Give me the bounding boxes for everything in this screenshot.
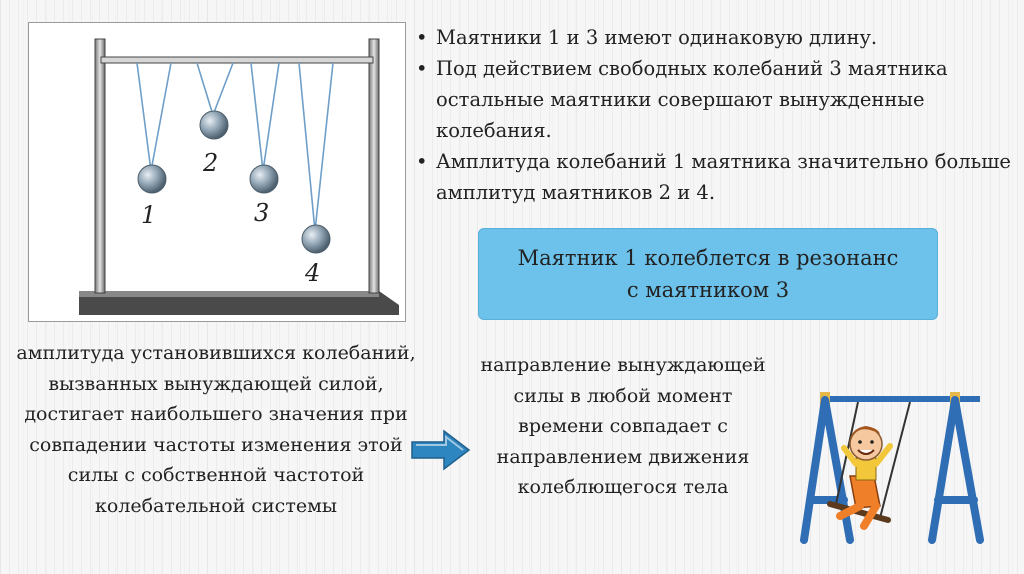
fact-item [412, 53, 1012, 146]
pendulum-ball-3 [250, 165, 278, 193]
pendulum-label-4: 4 [305, 259, 321, 287]
pendulum-ball-1 [138, 165, 166, 193]
pendulum-ball-4 [302, 225, 330, 253]
swing-illustration [800, 388, 1012, 548]
result-line-1: Маятник 1 колеблется в резонанс [517, 246, 899, 270]
pendulum-strings [137, 63, 333, 231]
fact-item [412, 22, 1012, 53]
resonance-definition-text: амплитуда установившихся колебаний, вызванных вынуждающей силой, достигает наибольшего значения при совпадении частоты изменения этой силы с собственной частотой колебательной системы [16, 342, 416, 517]
result-line-2: с маятником 3 [626, 278, 790, 302]
pendulum-label-2: 2 [203, 149, 219, 177]
bullet-dot-icon: • [416, 57, 428, 80]
facts-list [412, 22, 1012, 208]
stand-left-post [95, 39, 105, 293]
pendulum-label-1: 1 [141, 201, 157, 229]
stand-right-post [369, 39, 379, 293]
fact-text: Маятники 1 и 3 имеют одинаковую длину. [436, 26, 878, 49]
pendulum-drawing [29, 23, 407, 323]
pendulum-label-3: 3 [254, 199, 270, 227]
force-direction-text: направление вынуждающей силы в любой момент времени совпадает с направлением движения колеблющегося тела [480, 354, 766, 498]
crossbar [101, 57, 373, 63]
bullet-dot-icon: • [416, 26, 428, 49]
pendulum-ball-2 [200, 111, 228, 139]
fact-item [412, 146, 1012, 208]
bullet-dot-icon: • [416, 150, 428, 173]
fact-text: Под действием свободных колебаний 3 маятника остальные маятники совершают вынужденные колебания. [436, 57, 948, 142]
right-arrow-icon [410, 428, 472, 472]
pendulum-figure [28, 22, 406, 322]
fact-text: Амплитуда колебаний 1 маятника значительно больше амплитуд маятников 2 и 4. [436, 150, 1011, 204]
resonance-result-box [478, 228, 938, 320]
